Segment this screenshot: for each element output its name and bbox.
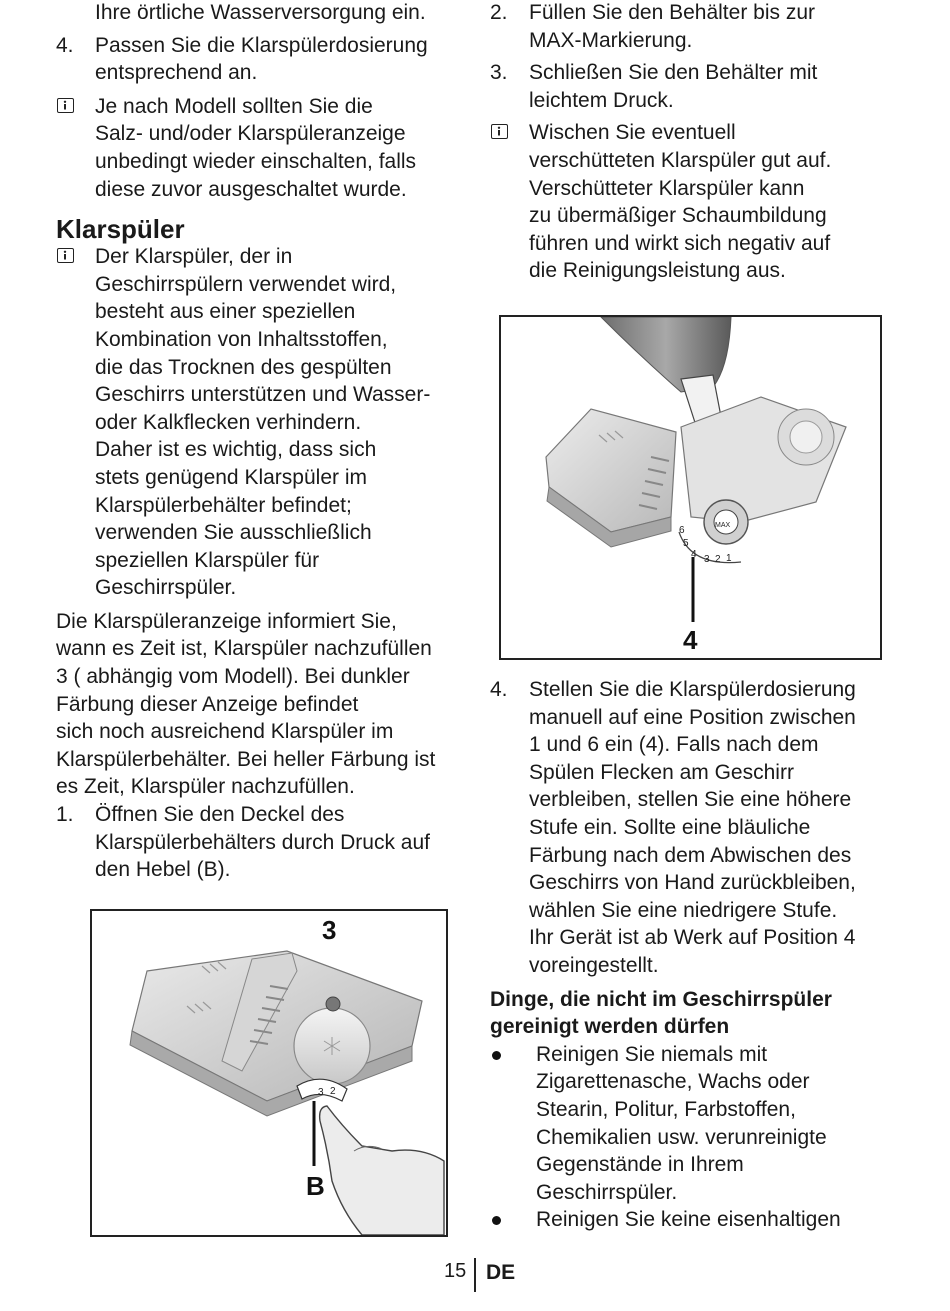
text-line: Klarspülerbehälters durch Druck auf xyxy=(95,830,430,854)
text-line: verbleiben, stellen Sie eine höhere xyxy=(529,788,852,812)
text-line: manuell auf eine Position zwischen xyxy=(529,705,856,729)
text-line: Stearin, Politur, Farbstoffen, xyxy=(536,1097,796,1121)
figure-filling-container xyxy=(499,315,882,660)
language-code: DE xyxy=(486,1261,516,1284)
dial-mark: 5 xyxy=(683,538,689,549)
label-dosage-4: 4 xyxy=(683,625,698,655)
text-line: Färbung dieser Anzeige befindet xyxy=(56,692,359,716)
text-line: Salz- und/oder Klarspüleranzeige xyxy=(95,122,406,146)
text-line: Füllen Sie den Behälter bis zur xyxy=(529,1,815,24)
text-line: besteht aus einer speziellen xyxy=(95,300,356,324)
text-line: 1 und 6 ein (4). Falls nach dem xyxy=(529,733,819,757)
text-line: entsprechend an. xyxy=(95,61,258,85)
dial-mark: 3 xyxy=(704,554,710,565)
text-line: oder Kalkflecken verhindern. xyxy=(95,410,362,434)
info-icon xyxy=(491,124,508,139)
text-line: Kombination von Inhaltsstoffen, xyxy=(95,327,388,351)
bullet-item xyxy=(490,1206,939,1234)
page-number: 15 xyxy=(444,1260,467,1282)
text-line: Reinigen Sie niemals mit xyxy=(536,1042,768,1066)
step-4-dosage xyxy=(490,676,939,1234)
text-line: führen und wirkt sich negativ auf xyxy=(529,231,831,255)
text-line: wann es Zeit ist, Klarspüler nachzufüllen xyxy=(56,637,432,661)
dial-mark: 1 xyxy=(726,553,732,564)
text-line: Stellen Sie die Klarspülerdosierung xyxy=(529,678,856,701)
text-line: zu übermäßiger Schaumbildung xyxy=(529,204,827,228)
text-line: es Zeit, Klarspüler nachzufüllen. xyxy=(56,775,355,799)
figure-dispenser-lever xyxy=(90,909,448,1237)
text-line: Geschirrspüler. xyxy=(95,576,237,600)
section-heading: Klarspüler xyxy=(56,214,185,245)
text-line: Zigarettenasche, Wachs oder xyxy=(536,1070,810,1094)
step-4-adjust xyxy=(56,32,478,87)
text-line: Der Klarspüler, der in xyxy=(95,245,293,269)
text-line: Chemikalien usw. verunreinigte xyxy=(536,1125,827,1149)
text-line: 3 ( abhängig vom Modell). Bei dunkler xyxy=(56,665,410,689)
text-line: Geschirrs unterstützen und Wasser- xyxy=(95,383,431,407)
dial-mark: 2 xyxy=(330,1086,336,1097)
note-spill xyxy=(490,119,900,285)
text-line: Klarspülerbehälter. Bei heller Färbung ist xyxy=(56,747,436,771)
step-3-close xyxy=(490,59,900,114)
text-line: die Reinigungsleistung aus. xyxy=(529,259,786,283)
text-line: Geschirrspülern verwendet wird, xyxy=(95,272,397,296)
page-footer xyxy=(0,1258,950,1298)
text-line: speziellen Klarspüler für xyxy=(95,548,320,572)
dispenser-illustration xyxy=(92,911,446,1235)
note-indicators xyxy=(56,93,478,203)
filling-illustration xyxy=(501,317,880,658)
bullet-item xyxy=(490,1041,939,1207)
step-number: 3. xyxy=(490,61,508,85)
text-line: Färbung nach dem Abwischen des xyxy=(529,843,852,867)
dial-mark: 2 xyxy=(715,554,721,565)
text-line: voreingestellt. xyxy=(529,953,659,977)
text-line: Daher ist es wichtig, dass sich xyxy=(95,438,377,462)
text-line: Die Klarspüleranzeige informiert Sie, xyxy=(56,609,397,633)
text-line: Verschütteter Klarspüler kann xyxy=(529,176,805,200)
info-icon xyxy=(57,98,74,113)
subheading xyxy=(490,986,939,1041)
bullet-icon xyxy=(492,1051,501,1060)
text-line: Klarspülerbehälter befindet; xyxy=(95,493,352,517)
text-line: Spülen Flecken am Geschirr xyxy=(529,760,794,784)
text-line: verschütteten Klarspüler gut auf. xyxy=(529,148,832,172)
text-line: sich noch ausreichend Klarspüler im xyxy=(56,720,394,744)
step-number: 4. xyxy=(56,33,74,57)
text-line: Geschirrs von Hand zurückbleiben, xyxy=(529,871,856,895)
text-line: MAX-Markierung. xyxy=(529,28,693,52)
text-line: Ihr Gerät ist ab Werk auf Position 4 xyxy=(529,926,856,950)
footer-divider xyxy=(474,1258,476,1292)
text-line: leichtem Druck. xyxy=(529,88,674,112)
step-2-fill xyxy=(490,0,900,54)
text-line: stets genügend Klarspüler im xyxy=(95,465,367,489)
text-line: die das Trocknen des gespülten xyxy=(95,355,392,379)
continued-line: Ihre örtliche Wasserversorgung ein. xyxy=(95,1,426,24)
dial-mark: 4 xyxy=(691,549,697,560)
dial-mark: 3 xyxy=(318,1087,324,1098)
dial-mark: 6 xyxy=(679,525,685,536)
text-line: Wischen Sie eventuell xyxy=(529,121,736,145)
info-icon xyxy=(57,248,74,263)
subheading-line: Dinge, die nicht im Geschirrspüler xyxy=(490,987,832,1011)
step-1-open-lid xyxy=(56,801,478,884)
step-number: 2. xyxy=(490,1,508,24)
text-line: verwenden Sie ausschließlich xyxy=(95,521,372,545)
step-number: 1. xyxy=(56,803,74,827)
text-line: wählen Sie eine niedrigere Stufe. xyxy=(529,898,838,922)
text-line: Je nach Modell sollten Sie die xyxy=(95,94,373,118)
text-line: Schließen Sie den Behälter mit xyxy=(529,61,818,85)
bullet-icon xyxy=(492,1216,501,1225)
note-rinse-aid xyxy=(56,243,478,602)
left-column xyxy=(56,0,478,884)
text-line: Gegenstände in Ihrem xyxy=(536,1153,744,1177)
text-line: unbedingt wieder einschalten, falls xyxy=(95,149,417,173)
right-column xyxy=(490,0,900,1232)
max-marking: MAX xyxy=(715,522,731,529)
text-line: diese zuvor ausgeschaltet wurde. xyxy=(95,177,407,201)
label-lever-b: B xyxy=(306,1171,325,1201)
text-line: Passen Sie die Klarspülerdosierung xyxy=(95,33,428,57)
text-line: Stufe ein. Sollte eine bläuliche xyxy=(529,815,811,839)
text-line: Reinigen Sie keine eisenhaltigen xyxy=(536,1208,841,1232)
text-line: Geschirrspüler. xyxy=(536,1180,678,1204)
subheading-line: gereinigt werden dürfen xyxy=(490,1015,730,1039)
indicator-paragraph xyxy=(56,608,478,801)
text-line: den Hebel (B). xyxy=(95,858,231,882)
step-number: 4. xyxy=(490,678,508,701)
text-line: Öffnen Sie den Deckel des xyxy=(95,803,345,827)
label-indicator-3: 3 xyxy=(322,915,337,945)
